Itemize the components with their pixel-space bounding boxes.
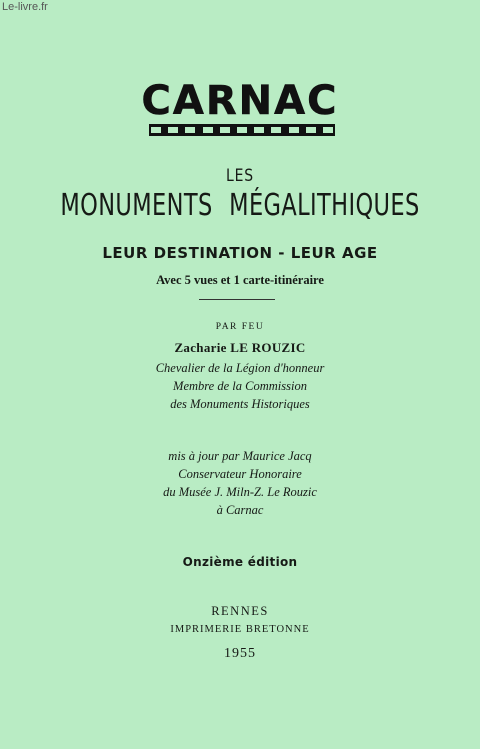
update-credit-line: mis à jour par Maurice Jacq xyxy=(168,449,312,463)
publisher-name: IMPRIMERIE BRETONNE xyxy=(170,624,310,635)
decorative-border-bar xyxy=(149,124,335,136)
author-title-line: Chevalier de la Légion d'honneur xyxy=(155,361,325,375)
update-credit-line: du Musée J. Miln-Z. Le Rouzic xyxy=(163,485,317,499)
publication-year: 1955 xyxy=(224,646,256,661)
cover-les: LES xyxy=(226,166,254,186)
publisher-city: RENNES xyxy=(211,604,269,618)
author-title-line: des Monuments Historiques xyxy=(170,397,310,411)
cover-subtitle: LEUR DESTINATION - LEUR AGE xyxy=(102,244,378,262)
cover-main-title: MONUMENTS MÉGALITHIQUES xyxy=(60,188,420,223)
cover-title: CARNAC xyxy=(141,78,339,124)
update-credit-line: à Carnac xyxy=(216,503,264,517)
cover-illustrations-note: Avec 5 vues et 1 carte-itinéraire xyxy=(156,273,324,287)
author-name: Zacharie LE ROUZIC xyxy=(174,340,306,355)
watermark-text: Le-livre.fr xyxy=(2,1,48,13)
par-feu-label: PAR FEU xyxy=(215,322,265,332)
separator-rule xyxy=(199,299,275,300)
edition-label: Onzième édition xyxy=(182,555,298,569)
author-title-line: Membre de la Commission xyxy=(173,379,307,393)
update-credit-line: Conservateur Honoraire xyxy=(178,467,302,481)
